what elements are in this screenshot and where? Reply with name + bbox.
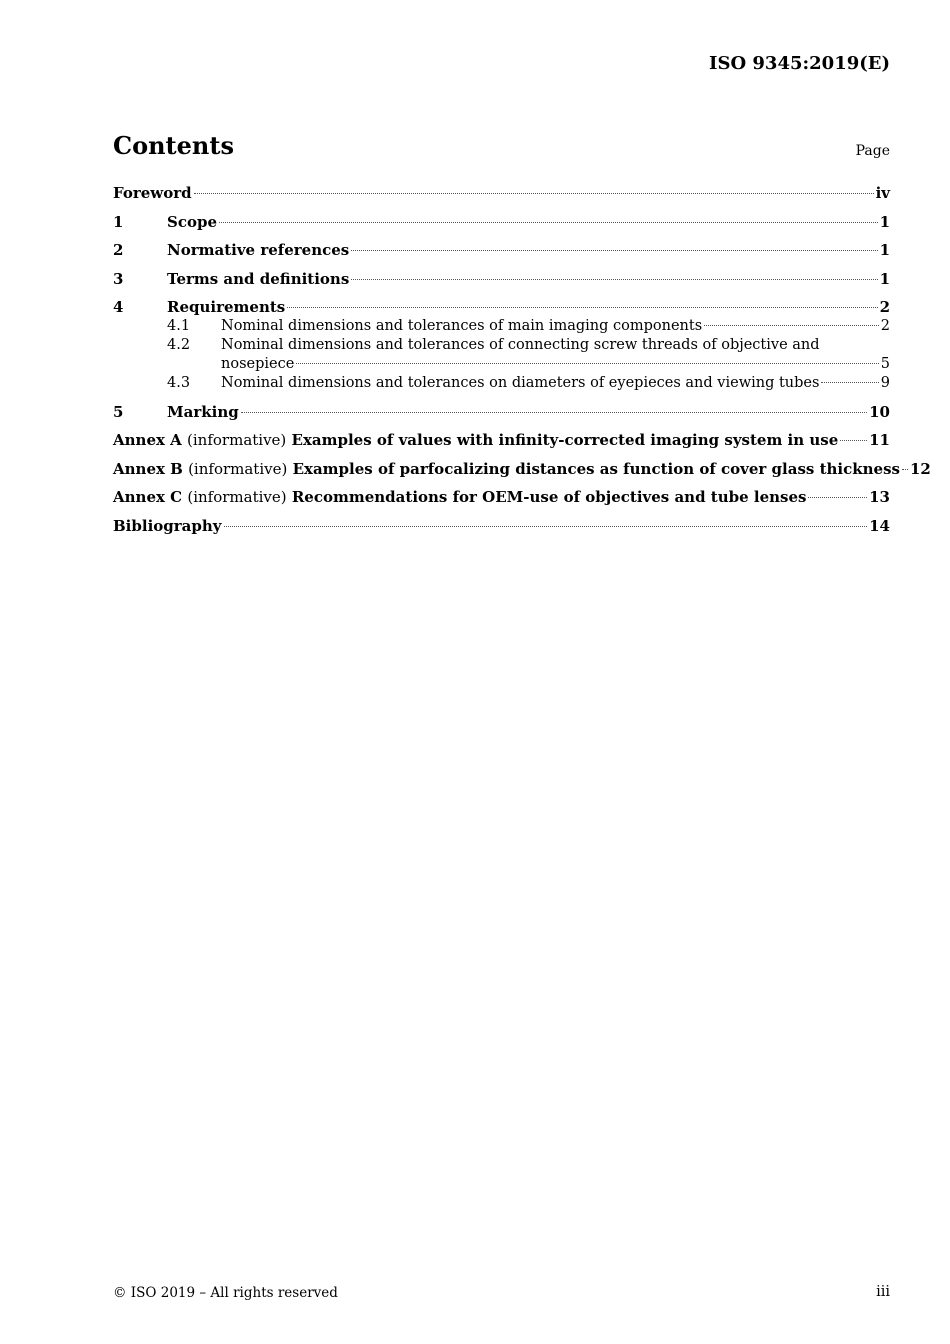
annex-label: Annex B bbox=[113, 459, 183, 478]
toc-subentry-4-2-continued[interactable] bbox=[113, 355, 890, 374]
toc-entry-number: 4.2 bbox=[167, 337, 191, 353]
leader-dots bbox=[902, 469, 908, 470]
toc-entry-number: 3 bbox=[113, 269, 124, 288]
toc-entry-title bbox=[113, 431, 838, 450]
toc-entry-title: Nominal dimensions and tolerances of main imaging components bbox=[221, 318, 703, 334]
toc-entry-foreword[interactable] bbox=[113, 184, 890, 203]
toc-entry-terms-definitions[interactable] bbox=[113, 270, 890, 289]
contents-heading: Contents bbox=[113, 131, 234, 160]
toc-entry-page: 13 bbox=[869, 488, 890, 506]
toc-entry-annex-c[interactable] bbox=[113, 488, 890, 507]
toc-entry-title: Marking bbox=[167, 402, 239, 421]
toc-subentry-4-2[interactable] bbox=[113, 336, 890, 355]
document-id: ISO 9345:2019(E) bbox=[709, 53, 890, 74]
leader-dots bbox=[224, 526, 868, 527]
toc-entry-page: 12 bbox=[909, 459, 931, 478]
toc-subentry-4-1[interactable] bbox=[113, 317, 890, 336]
toc-entry-page: 1 bbox=[879, 212, 890, 231]
toc-entry-number: 4 bbox=[113, 298, 124, 316]
toc-entry-title: Foreword bbox=[113, 184, 192, 202]
leader-dots bbox=[351, 250, 877, 251]
toc-entry-page: 1 bbox=[879, 269, 890, 288]
toc-entry-title bbox=[113, 488, 806, 507]
toc-entry-page: 10 bbox=[869, 402, 890, 421]
toc-entry-title: Bibliography bbox=[113, 516, 222, 535]
toc-entry-number: 4.1 bbox=[167, 318, 191, 334]
leader-dots bbox=[704, 325, 879, 326]
leader-dots bbox=[296, 363, 878, 364]
toc-entry-title bbox=[113, 460, 900, 479]
toc-entry-title: Normative references bbox=[167, 241, 350, 259]
toc-entry-number: 2 bbox=[113, 241, 124, 259]
toc-entry-title: Scope bbox=[167, 212, 218, 231]
toc-entry-annex-b[interactable] bbox=[113, 459, 931, 479]
annex-type: (informative) bbox=[187, 488, 287, 506]
toc-entry-page: 14 bbox=[869, 516, 890, 535]
toc-entry-page: 9 bbox=[880, 375, 890, 391]
page-number: iii bbox=[876, 1284, 890, 1300]
table-of-contents bbox=[113, 184, 931, 545]
toc-entry-marking[interactable] bbox=[113, 403, 890, 422]
toc-entry-title: Requirements bbox=[167, 298, 286, 316]
annex-title: Examples of parfocalizing distances as function of cover glass thickness bbox=[292, 459, 900, 478]
annex-title: Recommendations for OEM-use of objectives and tube lenses bbox=[291, 488, 807, 506]
toc-entry-bibliography[interactable] bbox=[113, 517, 890, 536]
page-column-label: Page bbox=[855, 143, 890, 159]
toc-entry-scope[interactable] bbox=[113, 213, 890, 232]
toc-entry-page: 11 bbox=[869, 431, 890, 449]
toc-entry-number: 5 bbox=[113, 402, 124, 421]
toc-entry-normative-references[interactable] bbox=[113, 241, 890, 260]
toc-entry-title-continued: nosepiece bbox=[221, 356, 295, 372]
annex-type: (informative) bbox=[187, 431, 287, 449]
toc-entry-page: 5 bbox=[880, 356, 890, 372]
toc-entry-title: Nominal dimensions and tolerances of connecting screw threads of objective and bbox=[221, 337, 820, 353]
leader-dots bbox=[840, 440, 867, 441]
leader-dots bbox=[808, 497, 867, 498]
toc-entry-number: 4.3 bbox=[167, 375, 191, 391]
toc-entry-page: 1 bbox=[879, 241, 890, 259]
leader-dots bbox=[351, 279, 877, 280]
leader-dots bbox=[241, 412, 867, 413]
toc-entry-page: 2 bbox=[879, 298, 890, 316]
toc-subentry-4-3[interactable] bbox=[113, 374, 890, 393]
toc-entry-title: Terms and definitions bbox=[167, 269, 350, 288]
copyright-notice: © ISO 2019 – All rights reserved bbox=[113, 1285, 338, 1301]
leader-dots bbox=[821, 382, 878, 383]
toc-entry-annex-a[interactable] bbox=[113, 431, 890, 450]
toc-entry-page: iv bbox=[875, 184, 890, 202]
annex-label: Annex C bbox=[113, 488, 183, 506]
annex-title: Examples of values with infinity-corrected imaging system in use bbox=[291, 431, 839, 449]
toc-entry-page: 2 bbox=[880, 318, 890, 334]
annex-type: (informative) bbox=[188, 459, 288, 478]
annex-label: Annex A bbox=[113, 431, 182, 449]
leader-dots bbox=[219, 222, 878, 223]
leader-dots bbox=[287, 307, 877, 308]
toc-entry-title: Nominal dimensions and tolerances on diameters of eyepieces and viewing tubes bbox=[221, 375, 820, 391]
toc-entry-number: 1 bbox=[113, 212, 124, 231]
toc-entry-requirements[interactable] bbox=[113, 298, 890, 317]
leader-dots bbox=[194, 193, 874, 194]
